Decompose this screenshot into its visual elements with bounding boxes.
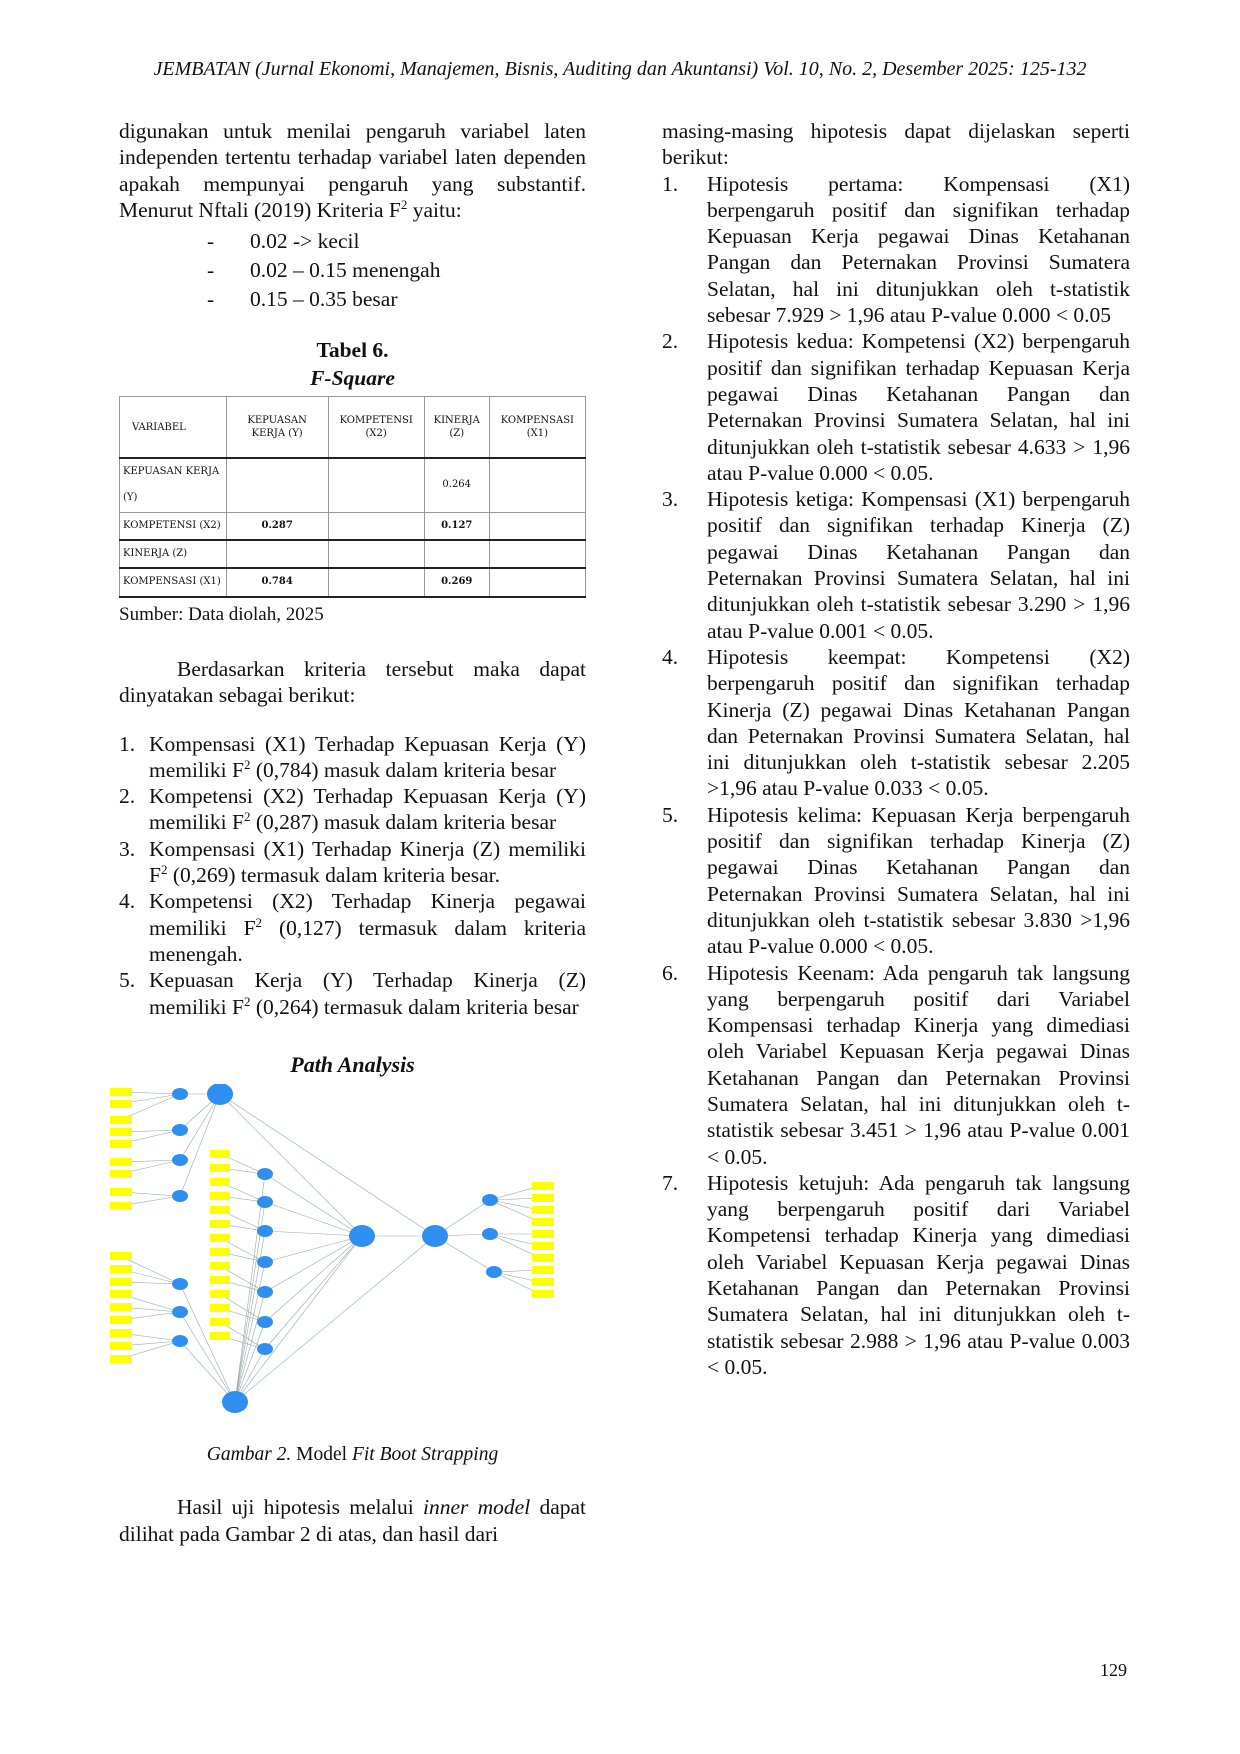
path-arrow [220,1094,435,1236]
construct-node [172,1154,188,1166]
table-row: KINERJA (Z) [120,540,586,568]
indicator-box [532,1218,554,1226]
construct-node [207,1084,233,1105]
construct-node [482,1194,498,1206]
criteria-item: - 0.02 – 0.15 menengah [207,256,586,285]
construct-node [257,1196,273,1208]
indicator-box [210,1150,230,1158]
indicator-box [210,1248,230,1256]
construct-node [172,1335,188,1347]
hypotheses-intro: masing-masing hipotesis dapat dijelaskan seperti berikut: [662,119,1130,170]
closing-paragraph: Hasil uji hipotesis melalui inner model dapat dilihat pada Gambar 2 di atas, dan hasil dari [119,1495,586,1546]
path-arrow [265,1202,362,1236]
hypothesis-item: 3. Hipotesis ketiga: Kompensasi (X1) berpengaruh positif dan signifikan terhadap Kinerja (Z) pegawai Dinas Ketahanan Pangan dan Peternakan Provinsi Sumatera Selatan, hal ini ditunjukkan oleh t-statistik sebesar 3.290 > 1,96 atau P-value 0.001 < 0.05. [662,487,1130,643]
right-column [662,118,1130,1380]
table-header: KOMPETENSI (X2) [328,397,424,459]
result-item: 1. Kompensasi (X1) Terhadap Kepuasan Kerja (Y) memiliki $F^2$ (0,784) masuk dalam kriteria besar [119,731,586,782]
construct-node [486,1266,502,1278]
path-arrow [180,1341,235,1402]
criteria-item: - 0.15 – 0.35 besar [207,285,586,314]
criteria-item: - 0.02 -> kecil [207,227,586,256]
path-arrow [265,1236,362,1349]
path-arrow [180,1284,235,1402]
indicator-box [110,1158,132,1166]
table-header: KEPUASAN KERJA (Y) [226,397,328,459]
result-item: 2. Kompetensi (X2) Terhadap Kepuasan Kerja (Y) memiliki $F^2$ (0,287) masuk dalam kriteria besar [119,784,586,835]
indicator-box [110,1116,132,1124]
construct-node [172,1306,188,1318]
f-square-table [119,396,586,597]
table-source: Sumber: Data diolah, 2025 [119,603,324,625]
construct-node [172,1124,188,1136]
figure-caption: Gambar 2. Model Fit Boot Strapping [206,1444,499,1466]
table-header: KOMPENSASI (X1) [489,397,585,459]
indicator-box [532,1242,554,1250]
indicator-box [210,1206,230,1214]
indicator-box [210,1164,230,1172]
path-arrow [265,1231,362,1236]
path-model-figure [110,1084,615,1434]
journal-header: JEMBATAN (Jurnal Ekonomi, Manajemen, Bisnis, Auditing dan Akuntansi) Vol. 10, No. 2, Desember 2025: 125-132 [153,58,1087,80]
path-arrow [235,1236,362,1402]
indicator-box [110,1278,132,1286]
construct-node [257,1316,273,1328]
result-item: 3. Kompensasi (X1) Terhadap Kinerja (Z) memiliki $F^2$ (0,269) termasuk dalam kriteria besar. [119,836,586,888]
indicator-box [110,1303,132,1311]
indicator-box [210,1262,230,1270]
path-arrow [220,1094,362,1236]
page-number: 129 [1100,1660,1127,1680]
construct-node [172,1278,188,1290]
criteria-list [119,227,586,314]
indicator-box [110,1342,132,1350]
construct-node [222,1391,248,1413]
construct-node [349,1225,375,1247]
indicator-box [532,1194,554,1202]
construct-node [172,1088,188,1100]
hypotheses-list [662,171,1130,1381]
indicator-box [210,1318,230,1326]
indicator-box [210,1220,230,1228]
indicator-box [110,1316,132,1324]
intro-paragraph: digunakan untuk menilai pengaruh variabel laten independen tertentu terhadap variabel laten dependen apakah mempunyai pengaruh yang substantif. Menurut Nftali (2019) Kriteria $F^2$ yaitu: [119,119,586,222]
indicator-box [210,1332,230,1340]
indicator-box [110,1329,132,1337]
results-list [119,731,586,1020]
indicator-box [110,1188,132,1196]
table-row: KOMPETENSI (X2) 0.287 0.127 [120,512,586,540]
construct-node [257,1225,273,1237]
indicator-box [210,1178,230,1186]
left-column [119,118,586,1547]
construct-node [482,1228,498,1240]
indicator-box [532,1278,554,1286]
body-paragraph: Berdasarkan kriteria tersebut maka dapat dinyatakan sebagai berikut: [119,656,586,708]
table-row: KOMPENSASI (X1) 0.784 0.269 [120,568,586,596]
table-caption: Tabel 6. F-Square [119,336,586,392]
table-subtitle: F-Square [310,366,395,391]
result-item: 5. Kepuasan Kerja (Y) Terhadap Kinerja (Z) memiliki $F^2$ (0,264) termasuk dalam kriteria besar [119,968,586,1019]
construct-node [257,1168,273,1180]
hypothesis-item: 1. Hipotesis pertama: Kompensasi (X1) berpengaruh positif dan signifikan terhadap Kepuasan Kerja pegawai Dinas Ketahanan Pangan dan Peternakan Provinsi Sumatera Selatan, hal ini ditunjukkan oleh t-statistik sebesar 7.929 > 1,96 atau P-value 0.000 < 0.05 [662,171,1130,328]
indicator-box [532,1290,554,1298]
hypothesis-item: 5. Hipotesis kelima: Kepuasan Kerja berpengaruh positif dan signifikan terhadap Kinerja (Z) pegawai Dinas Ketahanan Pangan dan Peternakan Provinsi Sumatera Selatan, hal ini ditunjukkan oleh t-statistik sebesar 3.830 >1,96 atau P-value 0.000 < 0.05. [662,802,1130,959]
table-header: KINERJA (Z) [424,397,489,459]
path-arrow [265,1174,362,1236]
indicator-box [532,1254,554,1262]
construct-node [172,1190,188,1202]
construct-node [257,1286,273,1298]
hypothesis-item: 6. Hipotesis Keenam: Ada pengaruh tak langsung yang berpengaruh positif dari Variabel Kompensasi terhadap Kinerja yang dimediasi oleh Variabel Kepuasan Kerja pegawai Dinas Ketahanan Pangan dan Peternakan Provinsi Sumatera Selatan, hal ini ditunjukkan oleh t-statistik sebesar 3.451 > 1,96 atau P-value 0.001 < 0.05. [662,960,1130,1169]
indicator-box [110,1265,132,1273]
indicator-box [110,1290,132,1298]
indicator-box [210,1234,230,1242]
result-item: 4. Kompetensi (X2) Terhadap Kinerja pegawai memiliki $F^2$ (0,127) termasuk dalam kriteria menengah. [119,889,586,966]
construct-node [257,1343,273,1355]
indicator-box [110,1140,132,1148]
indicator-box [110,1252,132,1260]
construct-node [422,1225,448,1247]
indicator-box [532,1182,554,1190]
indicator-box [210,1304,230,1312]
construct-node [257,1256,273,1268]
path-model-diagram [110,1084,615,1434]
indicator-box [532,1230,554,1238]
indicator-box [532,1206,554,1214]
hypothesis-item: 7. Hipotesis ketujuh: Ada pengaruh tak langsung yang berpengaruh positif dari Variabel Kompetensi terhadap Kinerja yang dimediasi oleh Variabel Kepuasan Kerja pegawai Dinas Ketahanan Pangan dan Peternakan Provinsi Sumatera Selatan, hal ini ditunjukkan oleh t-statistik sebesar 2.988 > 1,96 atau P-value 0.003 < 0.05. [662,1170,1130,1379]
indicator-box [110,1355,132,1363]
indicator-box [110,1170,132,1178]
indicator-box [110,1100,132,1108]
indicator-box [532,1266,554,1274]
path-arrow [265,1236,362,1292]
indicator-box [110,1128,132,1136]
indicator-box [210,1276,230,1284]
hypothesis-item: 2. Hipotesis kedua: Kompetensi (X2) berpengaruh positif dan signifikan terhadap Kepuasan Kerja pegawai Dinas Ketahanan Pangan dan Peternakan Provinsi Sumatera Selatan, hal ini ditunjukkan oleh t-statistik sebesar 4.633 > 1,96 atau P-value 0.000 < 0.05. [662,329,1130,485]
indicator-box [110,1088,132,1096]
hypothesis-item: 4. Hipotesis keempat: Kompetensi (X2) berpengaruh positif dan signifikan terhadap Kinerja (Z) pegawai Dinas Ketahanan Pangan dan Peternakan Provinsi Sumatera Selatan, hal ini ditunjukkan oleh t-statistik sebesar 2.205 >1,96 atau P-value 0.033 < 0.05. [662,644,1130,801]
table-row: KEPUASAN KERJA (Y) 0.264 [120,458,586,512]
section-title: Path Analysis [290,1051,415,1077]
table-header: VARIABEL [120,397,227,459]
path-arrow [235,1231,265,1402]
indicator-box [110,1202,132,1210]
indicator-box [210,1192,230,1200]
indicator-box [210,1290,230,1298]
